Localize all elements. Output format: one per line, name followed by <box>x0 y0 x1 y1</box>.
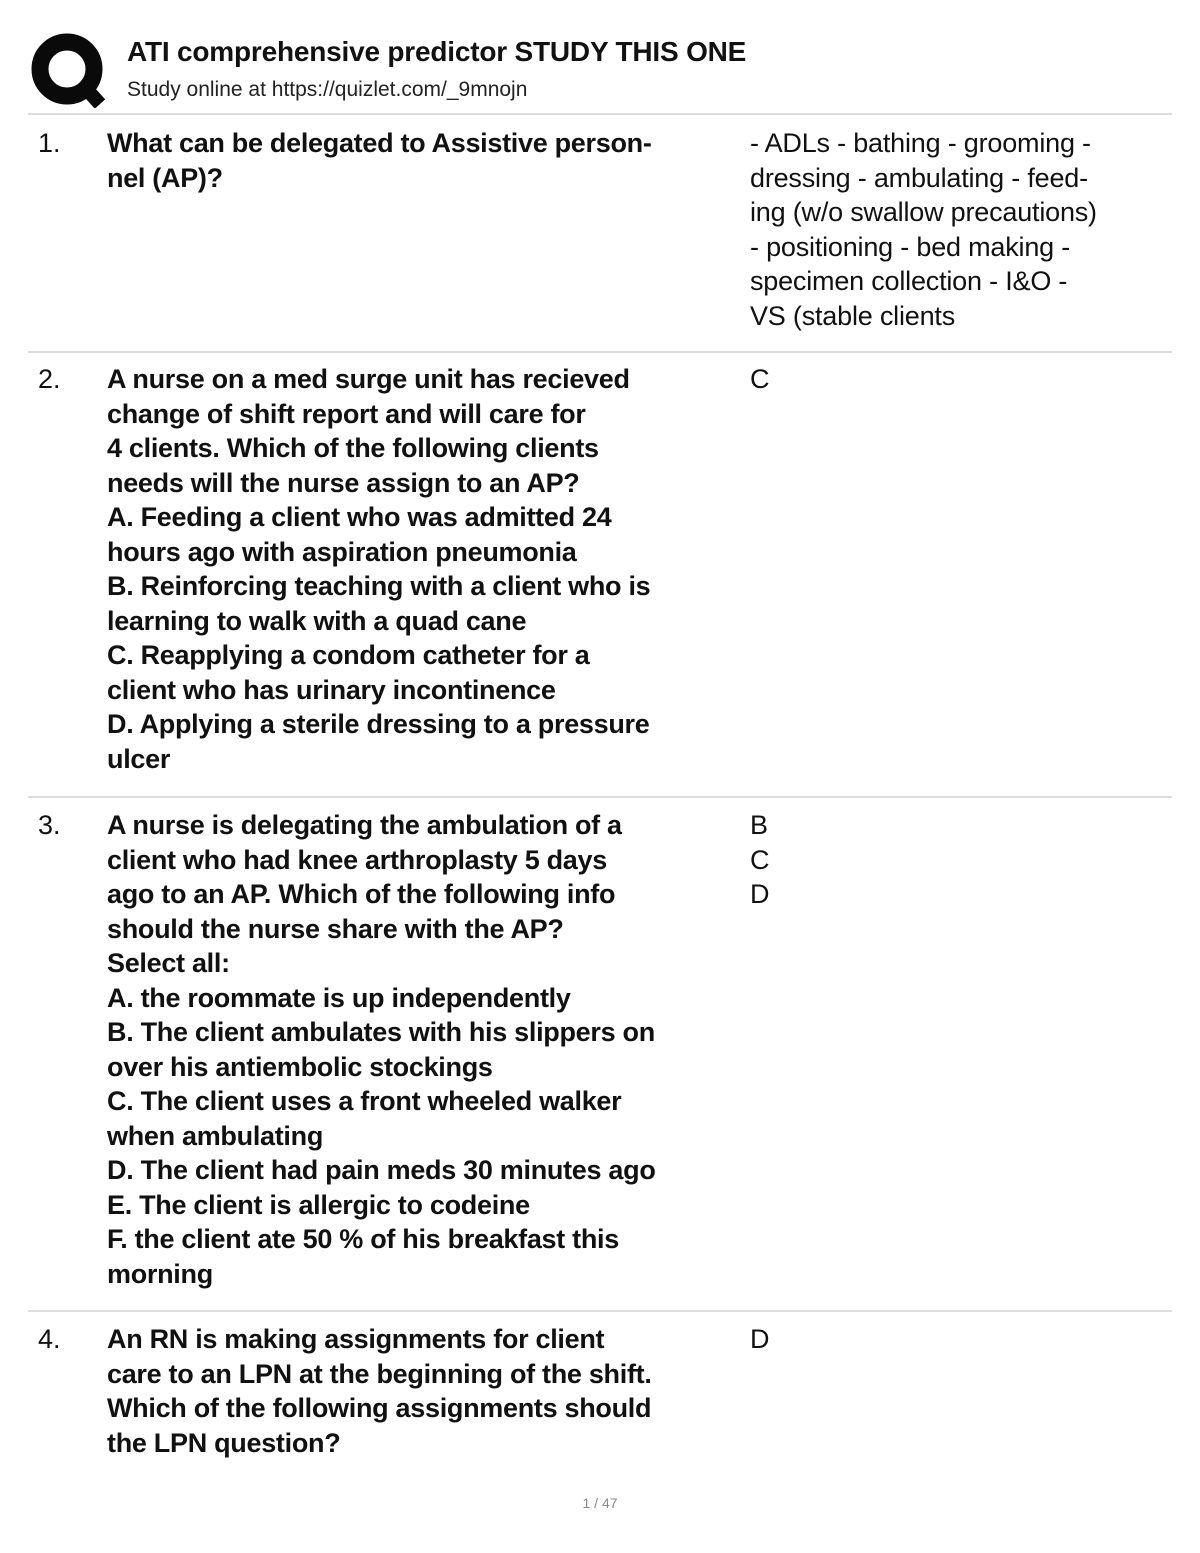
card-answer: B C D <box>750 810 770 909</box>
card-answer: D <box>750 1324 770 1354</box>
study-link-text: Study online at https://quizlet.com/_9mnojn <box>127 78 528 101</box>
divider <box>28 351 1172 353</box>
page-number: 1 / 47 <box>582 1495 618 1511</box>
card-number: 1. <box>38 128 61 158</box>
card-question: What can be delegated to Assistive person- nel (AP)? <box>107 128 652 193</box>
card-question: A nurse on a med surge unit has recieved change of shift report and will care for 4 clients. Which of the following clients needs will the nurse assign to an AP? A. Feeding a client who was admitted 24 hours ago with aspiration pneumonia B. Reinforcing teaching with a client who is learning to walk with a quad cane C. Reapplying a condom catheter for a client who has urinary incontinence D. Applying a sterile dressing to a pressure ulcer <box>107 364 651 774</box>
divider <box>28 1310 1172 1312</box>
card-answer: C <box>750 364 770 394</box>
card-answer: - ADLs - bathing - grooming - dressing - ambulating - feed- ing (w/o swallow precautions) - positioning - bed making - specimen collection - I&O - VS (stable clients <box>750 128 1097 331</box>
card-number: 3. <box>38 810 61 840</box>
card-question: A nurse is delegating the ambulation of a client who had knee arthroplasty 5 days ago to an AP. Which of the following info should the nurse share with the AP? Select all: A. the roommate is up independently B. The client ambulates with his slippers on over his antiembolic stockings C. The client uses a front wheeled walker when ambulating D. The client had pain meds 30 minutes ago E. The client is allergic to codeine F. the client ate 50 % of his breakfast this morning <box>107 810 656 1289</box>
card-question: An RN is making assignments for client care to an LPN at the beginning of the shift. Which of the following assignments should the LPN question? <box>107 1324 652 1458</box>
divider <box>28 113 1172 115</box>
document-title: ATI comprehensive predictor STUDY THIS ONE <box>127 36 747 67</box>
document-header <box>28 30 1172 114</box>
divider <box>28 796 1172 798</box>
card-number: 4. <box>38 1324 61 1354</box>
quizlet-q-logo-icon <box>30 32 106 108</box>
card-number: 2. <box>38 364 61 394</box>
